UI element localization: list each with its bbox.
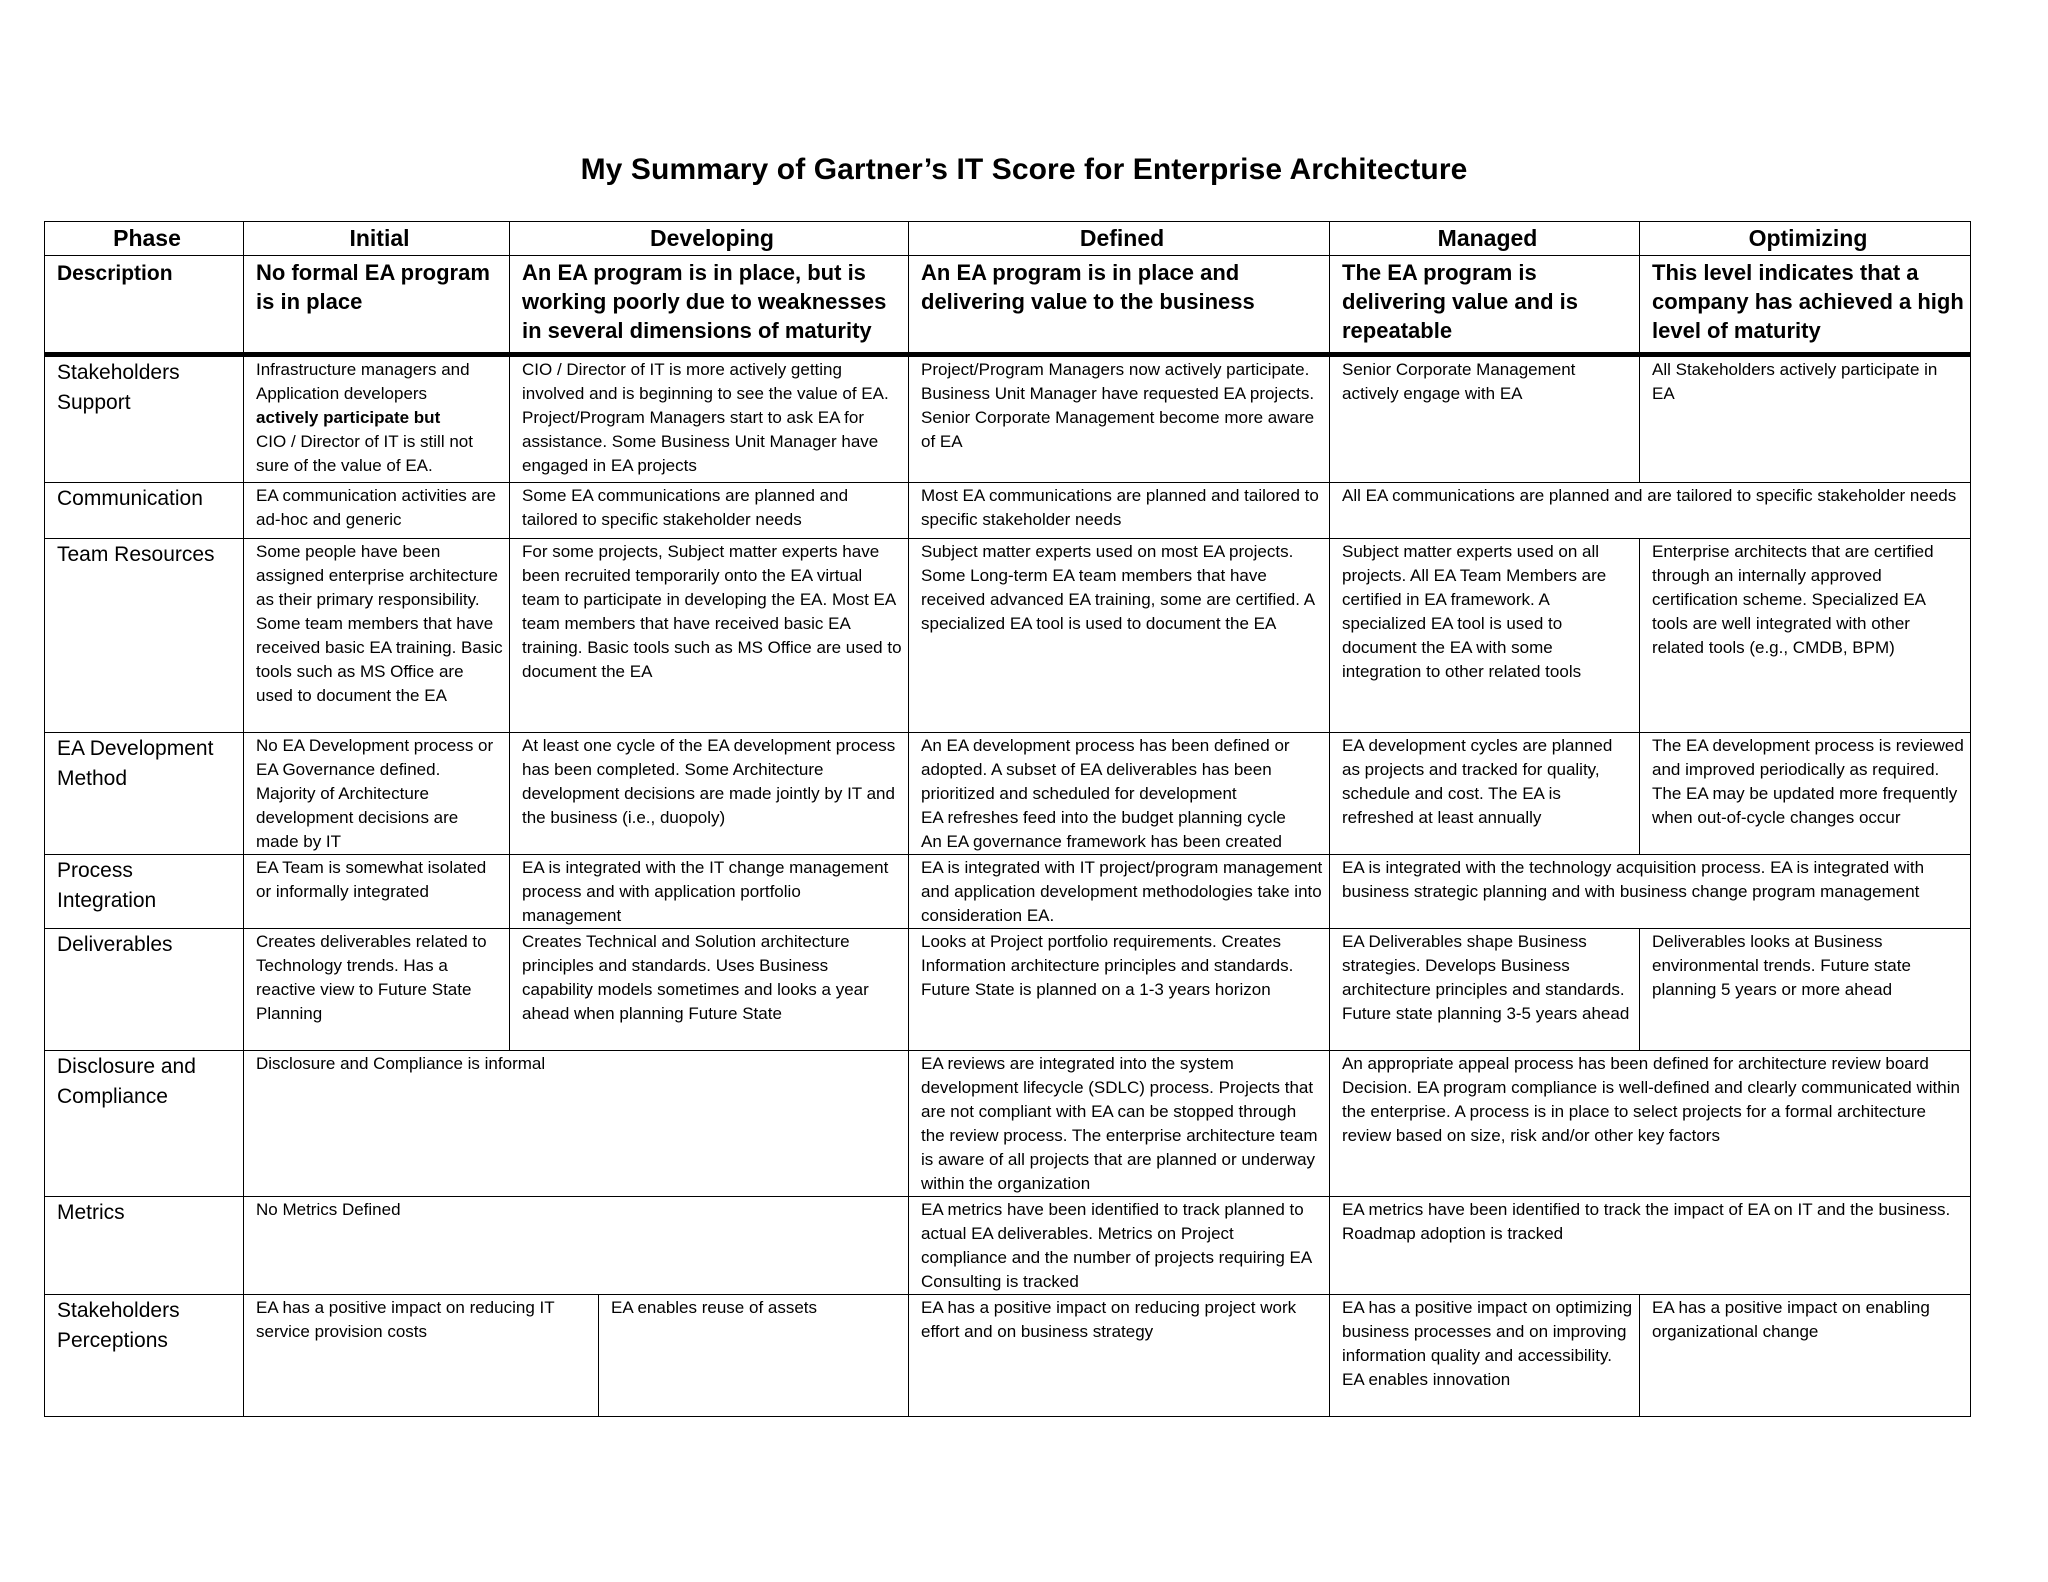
stakeholders-perceptions-managed: EA has a positive impact on optimizing business processes and on improving information quality and accessibility. EA enables innovation [1330, 1295, 1640, 1417]
team-resources-optimizing: Enterprise architects that are certified through an internally approved certification scheme. Specialized EA tools are well integrated with other related tools (e.g., CMDB, BPM) [1640, 539, 1971, 733]
stakeholders-perceptions-row [45, 1295, 1971, 1417]
description-row [45, 256, 1971, 355]
row-label: Team Resources [45, 539, 244, 733]
process-integration-developing: EA is integrated with the IT change management process and with application portfolio management [510, 855, 909, 929]
stakeholders-perceptions-optimizing: EA has a positive impact on enabling organizational change [1640, 1295, 1971, 1417]
row-label: Deliverables [45, 929, 244, 1051]
stakeholders-support-managed: Senior Corporate Management actively engage with EA [1330, 355, 1640, 483]
disclosure-compliance-defined: EA reviews are integrated into the system development lifecycle (SDLC) process. Projects that are not compliant with EA can be stopped through the review process. The enterprise architecture team is aware of all projects that are planned or underway within the organization [909, 1051, 1330, 1197]
header-developing: Developing [510, 222, 909, 256]
deliverables-managed: EA Deliverables shape Business strategies. Develops Business architecture principles and standards. Future state planning 3-5 years ahead [1330, 929, 1640, 1051]
cell-text: An EA development process has been defined or adopted. A subset of EA deliverables has been prioritized and scheduled for development [921, 736, 1290, 803]
ea-development-method-developing: At least one cycle of the EA development process has been completed. Some Architecture development decisions are made jointly by IT and the business (i.e., duopoly) [510, 733, 909, 855]
description-initial: No formal EA program is in place [244, 256, 510, 355]
page-title: My Summary of Gartner’s IT Score for Enterprise Architecture [580, 153, 1468, 186]
disclosure-compliance-initial-developing: Disclosure and Compliance is informal [244, 1051, 909, 1197]
metrics-initial-developing: No Metrics Defined [244, 1197, 909, 1295]
disclosure-compliance-row [45, 1051, 1971, 1197]
process-integration-defined: EA is integrated with IT project/program management and application development methodologies take into consideration EA. [909, 855, 1330, 929]
header-initial: Initial [244, 222, 510, 256]
row-label: EA Development Method [45, 733, 244, 855]
stakeholders-support-initial [244, 355, 510, 483]
metrics-row [45, 1197, 1971, 1295]
team-resources-managed: Subject matter experts used on all projects. All EA Team Members are certified in EA framework. A specialized EA tool is used to document the EA with some integration to other related tools [1330, 539, 1640, 733]
description-defined: An EA program is in place and delivering value to the business [909, 256, 1330, 355]
stakeholders-perceptions-initial: EA has a positive impact on reducing IT service provision costs [244, 1295, 599, 1417]
row-label: Stakeholders Support [45, 355, 244, 483]
deliverables-defined: Looks at Project portfolio requirements. Creates Information architecture principles and standards. Future State is planned on a 1-3 years horizon [909, 929, 1330, 1051]
team-resources-row [45, 539, 1971, 733]
deliverables-row [45, 929, 1971, 1051]
communication-managed-optimizing: All EA communications are planned and are tailored to specific stakeholder needs [1330, 483, 1971, 539]
communication-row [45, 483, 1971, 539]
row-label: Process Integration [45, 855, 244, 929]
stakeholders-perceptions-defined: EA has a positive impact on reducing project work effort and on business strategy [909, 1295, 1330, 1417]
stakeholders-support-developing: CIO / Director of IT is more actively getting involved and is beginning to see the value of EA. Project/Program Managers start to ask EA for assistance. Some Business Unit Manager have engaged in EA projects [510, 355, 909, 483]
deliverables-developing: Creates Technical and Solution architecture principles and standards. Uses Business capability models sometimes and looks a year ahead when planning Future State [510, 929, 909, 1051]
process-integration-initial: EA Team is somewhat isolated or informally integrated [244, 855, 510, 929]
team-resources-developing: For some projects, Subject matter experts have been recruited temporarily onto the EA virtual team to participate in developing the EA. Most EA team members that have received basic EA training. Basic tools such as MS Office are used to document the EA [510, 539, 909, 733]
cell-text: Infrastructure managers and Application developers [256, 360, 470, 403]
description-managed: The EA program is delivering value and is repeatable [1330, 256, 1640, 355]
maturity-table [44, 221, 1971, 1417]
header-row [45, 222, 1971, 256]
description-optimizing: This level indicates that a company has achieved a high level of maturity [1640, 256, 1971, 355]
header-managed: Managed [1330, 222, 1640, 256]
row-label: Description [45, 256, 244, 355]
communication-defined: Most EA communications are planned and tailored to specific stakeholder needs [909, 483, 1330, 539]
ea-development-method-row [45, 733, 1971, 855]
cell-text: EA refreshes feed into the budget planning cycle [921, 808, 1286, 827]
process-integration-row [45, 855, 1971, 929]
row-label: Stakeholders Perceptions [45, 1295, 244, 1417]
communication-developing: Some EA communications are planned and tailored to specific stakeholder needs [510, 483, 909, 539]
header-defined: Defined [909, 222, 1330, 256]
ea-development-method-defined [909, 733, 1330, 855]
row-label: Metrics [45, 1197, 244, 1295]
deliverables-initial: Creates deliverables related to Technology trends. Has a reactive view to Future State Planning [244, 929, 510, 1051]
deliverables-optimizing: Deliverables looks at Business environmental trends. Future state planning 5 years or more ahead [1640, 929, 1971, 1051]
ea-development-method-managed: EA development cycles are planned as projects and tracked for quality, schedule and cost. The EA is refreshed at least annually [1330, 733, 1640, 855]
stakeholders-perceptions-developing: EA enables reuse of assets [599, 1295, 909, 1417]
metrics-defined: EA metrics have been identified to track planned to actual EA deliverables. Metrics on Project compliance and the number of projects requiring EA Consulting is tracked [909, 1197, 1330, 1295]
disclosure-compliance-managed-optimizing: An appropriate appeal process has been defined for architecture review board Decision. EA program compliance is well-defined and clearly communicated within the enterprise. A process is in place to select projects for a formal architecture review based on size, risk and/or other key factors [1330, 1051, 1971, 1197]
cell-text-bold: actively participate but [256, 408, 441, 427]
team-resources-initial: Some people have been assigned enterprise architecture as their primary responsibility. Some team members that have received basic EA training. Basic tools such as MS Office are used to document the EA [244, 539, 510, 733]
header-optimizing: Optimizing [1640, 222, 1971, 256]
ea-development-method-initial: No EA Development process or EA Governance defined. Majority of Architecture development decisions are made by IT [244, 733, 510, 855]
stakeholders-support-optimizing: All Stakeholders actively participate in EA [1640, 355, 1971, 483]
header-phase: Phase [45, 222, 244, 256]
stakeholders-support-row [45, 355, 1971, 483]
row-label: Disclosure and Compliance [45, 1051, 244, 1197]
stakeholders-support-defined: Project/Program Managers now actively participate. Business Unit Manager have requested EA projects. Senior Corporate Management become more aware of EA [909, 355, 1330, 483]
cell-text: An EA governance framework has been created [921, 832, 1282, 851]
row-label: Communication [45, 483, 244, 539]
ea-development-method-optimizing: The EA development process is reviewed and improved periodically as required. The EA may be updated more frequently when out-of-cycle changes occur [1640, 733, 1971, 855]
metrics-managed-optimizing: EA metrics have been identified to track the impact of EA on IT and the business. Roadmap adoption is tracked [1330, 1197, 1971, 1295]
description-developing: An EA program is in place, but is working poorly due to weaknesses in several dimensions of maturity [510, 256, 909, 355]
communication-initial: EA communication activities are ad-hoc and generic [244, 483, 510, 539]
team-resources-defined: Subject matter experts used on most EA projects. Some Long-term EA team members that have received advanced EA training, some are certified. A specialized EA tool is used to document the EA [909, 539, 1330, 733]
cell-text: CIO / Director of IT is still not sure of the value of EA. [256, 432, 473, 475]
process-integration-managed-optimizing: EA is integrated with the technology acquisition process. EA is integrated with business strategic planning and with business change program management [1330, 855, 1971, 929]
